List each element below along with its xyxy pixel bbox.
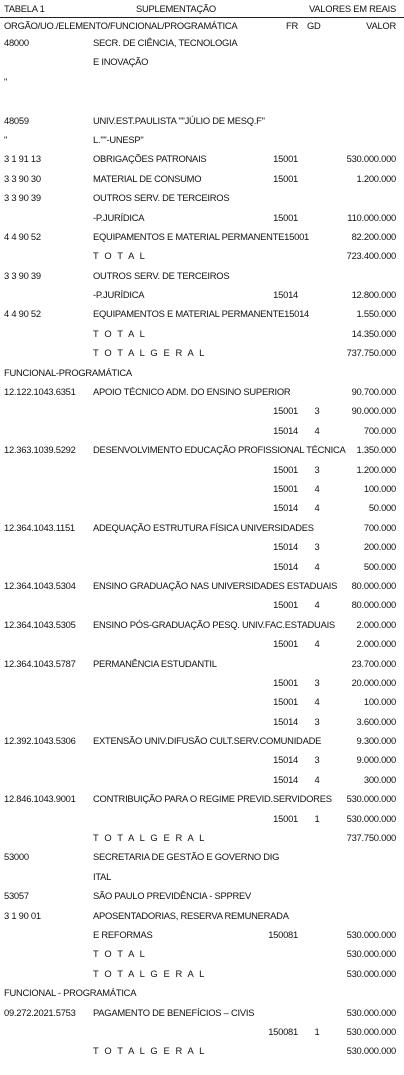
row-code: 3 3 90 39: [4, 269, 41, 281]
table-row: [0, 461, 404, 480]
row-value: 14.350.000: [351, 327, 396, 339]
row-description: ENSINO GRADUAÇÃO NAS UNIVERSIDADES ESTADUAIS: [93, 579, 338, 591]
table-row: [0, 73, 404, 92]
row-code: ": [4, 133, 8, 145]
row-fr: 15001: [273, 812, 298, 824]
row-description: EQUIPAMENTOS E MATERIAL PERMANENTE15014: [93, 308, 310, 320]
row-gd: 4: [314, 502, 320, 514]
row-value: 80.000.000: [351, 579, 396, 591]
table-row: [0, 305, 404, 324]
table-row: [0, 422, 404, 441]
row-description: T O T A L G E R A L: [93, 967, 206, 979]
row-value: 23.700.000: [351, 657, 396, 669]
row-description: E REFORMAS: [93, 928, 153, 940]
row-code: 12.392.1043.5306: [4, 735, 76, 747]
table-row: [0, 616, 404, 635]
row-fr: 15014: [273, 541, 298, 553]
row-fr: 15001: [273, 211, 298, 223]
row-value: 530.000.000: [346, 1025, 396, 1037]
table-row: [0, 1042, 404, 1061]
table-row: [0, 1023, 404, 1042]
row-description: -P.JURÍDICA: [93, 211, 145, 223]
table-row: [0, 131, 404, 150]
row-code: 3 1 91 13: [4, 153, 41, 165]
row-description: ITAL: [93, 870, 112, 882]
table-row: [0, 538, 404, 557]
row-description: PAGAMENTO DE BENEFÍCIOS – CIVIS: [93, 1006, 255, 1018]
table-title-row: [0, 0, 404, 17]
row-fr: 15014: [273, 715, 298, 727]
table-row: [0, 965, 404, 984]
row-value: 1.350.000: [356, 444, 396, 456]
row-gd: 4: [314, 560, 320, 572]
row-description: OUTROS SERV. DE TERCEIROS: [93, 269, 230, 281]
row-description: ADEQUAÇÃO ESTRUTURA FÍSICA UNIVERSIDADES: [93, 521, 314, 533]
row-code: 53000: [4, 851, 29, 863]
row-description: ENSINO PÓS-GRADUAÇÃO PESQ. UNIV.FAC.ESTADUAIS: [93, 618, 335, 630]
row-gd: 1: [314, 1025, 320, 1037]
row-code: 4 4 90 52: [4, 308, 41, 320]
table-row: [0, 577, 404, 596]
table-row: [0, 228, 404, 247]
row-fr: 15001: [273, 482, 298, 494]
table-row: [0, 209, 404, 228]
header-top-rule: [0, 17, 404, 18]
row-value: 110.000.000: [347, 211, 396, 223]
row-fr: 15014: [273, 773, 298, 785]
row-value: 500.000: [363, 560, 396, 572]
row-gd: 3: [314, 541, 320, 553]
row-description: EQUIPAMENTOS E MATERIAL PERMANENTE15001: [93, 230, 310, 242]
table-row: [0, 344, 404, 363]
row-fr: 15001: [273, 153, 298, 165]
row-code: 12.364.1043.5787: [4, 657, 76, 669]
row-value: 700.000: [363, 424, 396, 436]
row-gd: 4: [314, 482, 320, 494]
row-value: 530.000.000: [346, 1006, 396, 1018]
row-description: T O T A L: [93, 948, 147, 960]
row-gd: 3: [314, 676, 320, 688]
table-row: [0, 189, 404, 208]
row-code: 53057: [4, 890, 29, 902]
row-value: 90.000.000: [351, 405, 396, 417]
row-value: 9.300.000: [356, 735, 396, 747]
row-code: 12.363.1039.5292: [4, 444, 76, 456]
table-row: [0, 732, 404, 751]
row-description: T O T A L G E R A L: [93, 347, 206, 359]
row-description: L.""-UNESP": [93, 133, 144, 145]
table-row: [0, 771, 404, 790]
table-row: [0, 383, 404, 402]
row-fr: 15014: [273, 754, 298, 766]
row-value: 80.000.000: [351, 599, 396, 611]
row-value: 2.000.000: [356, 638, 396, 650]
row-code: 4 4 90 52: [4, 230, 41, 242]
row-fr: 15014: [273, 424, 298, 436]
row-code: 12.846.1043.9001: [4, 793, 76, 805]
row-description: UNIV.EST.PAULISTA ""JÚLIO DE MESQ.F": [93, 114, 265, 126]
table-row: [0, 984, 404, 1003]
table-row: [0, 655, 404, 674]
row-fr: 15001: [273, 696, 298, 708]
table-row: [0, 790, 404, 809]
table-row: [0, 848, 404, 867]
row-value: 530.000.000: [346, 793, 396, 805]
table-row: [0, 53, 404, 72]
row-value: 737.750.000: [346, 347, 396, 359]
row-fr: 150081: [268, 1025, 298, 1037]
row-description: OBRIGAÇÕES PATRONAIS: [93, 153, 207, 165]
table-row: [0, 596, 404, 615]
table-row: [0, 829, 404, 848]
table-row: [0, 34, 404, 53]
table-row: [0, 810, 404, 829]
column-header-gd: GD: [307, 20, 321, 31]
row-fr: 15014: [273, 289, 298, 301]
row-value: 12.800.000: [351, 289, 396, 301]
table-row: [0, 247, 404, 266]
table-row: [0, 887, 404, 906]
row-fr: 150081: [268, 928, 298, 940]
row-code: 12.122.1043.6351: [4, 386, 76, 398]
row-description: T O T A L G E R A L: [93, 1045, 206, 1057]
row-description: -P.JURÍDICA: [93, 289, 145, 301]
row-gd: 3: [314, 405, 320, 417]
row-gd: 3: [314, 754, 320, 766]
table-row: [0, 325, 404, 344]
row-value: 723.400.000: [346, 250, 396, 262]
row-value: 1.550.000: [356, 308, 396, 320]
table-row: [0, 364, 404, 383]
row-description: SÃO PAULO PREVIDÊNCIA - SPPREV: [93, 890, 251, 902]
table-row: [0, 713, 404, 732]
table-number: TABELA 1: [4, 3, 45, 14]
row-code: FUNCIONAL-PROGRAMÁTICA: [4, 366, 132, 378]
table-row: [0, 519, 404, 538]
table-row: [0, 402, 404, 421]
row-value: 737.750.000: [346, 832, 396, 844]
row-code: 12.364.1043.1151: [4, 521, 75, 533]
row-value: 530.000.000: [346, 928, 396, 940]
row-description: APOSENTADORIAS, RESERVA REMUNERADA: [93, 909, 289, 921]
column-header-row: [0, 17, 404, 34]
row-description: T O T A L G E R A L: [93, 832, 206, 844]
row-description: E INOVAÇÃO: [93, 56, 149, 68]
row-description: APOIO TÉCNICO ADM. DO ENSINO SUPERIOR: [93, 386, 291, 398]
row-fr: 15014: [273, 560, 298, 572]
row-code: FUNCIONAL - PROGRAMÁTICA: [4, 987, 137, 999]
row-gd: 3: [314, 715, 320, 727]
row-value: 530.000.000: [346, 153, 396, 165]
row-code: 12.364.1043.5304: [4, 579, 76, 591]
table-row: [0, 635, 404, 654]
row-value: 1.200.000: [356, 172, 396, 184]
table-title: SUPLEMENTAÇÃO: [136, 3, 216, 14]
table-row: [0, 112, 404, 131]
row-value: 82.200.000: [351, 230, 396, 242]
row-gd: 3: [314, 463, 320, 475]
row-value: 300.000: [363, 773, 396, 785]
row-description: OUTROS SERV. DE TERCEIROS: [93, 192, 230, 204]
row-value: 530.000.000: [346, 967, 396, 979]
row-value: 1.200.000: [356, 463, 396, 475]
row-description: DESENVOLVIMENTO EDUCAÇÃO PROFISSIONAL TÉCNICA: [93, 444, 346, 456]
row-value: 100.000: [363, 696, 396, 708]
row-fr: 15001: [273, 638, 298, 650]
row-fr: 15001: [273, 405, 298, 417]
table-row: [0, 480, 404, 499]
table-row: [0, 441, 404, 460]
row-code: ": [4, 75, 8, 87]
row-gd: 4: [314, 424, 320, 436]
row-fr: 15001: [273, 599, 298, 611]
table-row: [0, 674, 404, 693]
row-value: 530.000.000: [346, 1045, 396, 1057]
row-gd: 4: [314, 599, 320, 611]
currency-note: VALORES EM REAIS: [309, 3, 396, 14]
table-row: [0, 558, 404, 577]
table-row: [0, 170, 404, 189]
table-row: [0, 150, 404, 169]
row-code: 12.364.1043.5305: [4, 618, 76, 630]
row-value: 200.000: [363, 541, 396, 553]
row-description: SECR. DE CIÊNCIA, TECNOLOGIA: [93, 37, 238, 48]
table-row: [0, 945, 404, 964]
table-body: [0, 34, 404, 1062]
row-description: MATERIAL DE CONSUMO: [93, 172, 202, 184]
row-code: 3 3 90 30: [4, 172, 41, 184]
row-value: 2.000.000: [356, 618, 396, 630]
row-value: 3.600.000: [356, 715, 396, 727]
row-code: 3 3 90 39: [4, 192, 41, 204]
row-description: SECRETARIA DE GESTÃO E GOVERNO DIG: [93, 851, 280, 863]
row-value: 530.000.000: [346, 812, 396, 824]
table-row: [0, 907, 404, 926]
row-value: 700.000: [363, 521, 396, 533]
row-gd: 4: [314, 696, 320, 708]
table-row: [0, 1004, 404, 1023]
table-row: [0, 92, 404, 111]
column-header-orgao: ORGÃO/UO./ELEMENTO/FUNCIONAL/PROGRAMÁTICA: [4, 20, 238, 31]
table-row: [0, 926, 404, 945]
row-fr: 15014: [273, 502, 298, 514]
row-value: 530.000.000: [346, 948, 396, 960]
column-header-fr: FR: [286, 20, 298, 31]
row-fr: 15001: [273, 676, 298, 688]
row-description: T O T A L: [93, 327, 147, 339]
table-row: [0, 267, 404, 286]
row-code: 09.272.2021.5753: [4, 1006, 76, 1018]
row-description: PERMANÊNCIA ESTUDANTIL: [93, 657, 217, 669]
row-fr: 15001: [273, 172, 298, 184]
row-code: 48000: [4, 37, 29, 48]
row-fr: 15001: [273, 463, 298, 475]
row-description: EXTENSÃO UNIV.DIFUSÃO CULT.SERV.COMUNIDADE: [93, 735, 322, 747]
table-row: [0, 751, 404, 770]
row-gd: 4: [314, 638, 320, 650]
row-value: 100.000: [363, 482, 396, 494]
row-value: 20.000.000: [351, 676, 396, 688]
row-gd: 4: [314, 773, 320, 785]
table-row: [0, 868, 404, 887]
table-row: [0, 693, 404, 712]
row-code: 3 1 90 01: [4, 909, 41, 921]
table-row: [0, 286, 404, 305]
row-description: CONTRIBUIÇÃO PARA O REGIME PREVID.SERVIDORES: [93, 793, 332, 805]
row-gd: 1: [314, 812, 320, 824]
row-description: T O T A L: [93, 250, 147, 262]
row-value: 50.000: [368, 502, 396, 514]
row-value: 90.700.000: [351, 386, 396, 398]
column-header-valor: VALOR: [366, 20, 396, 31]
row-code: 48059: [4, 114, 29, 126]
table-row: [0, 499, 404, 518]
row-value: 9.000.000: [356, 754, 396, 766]
